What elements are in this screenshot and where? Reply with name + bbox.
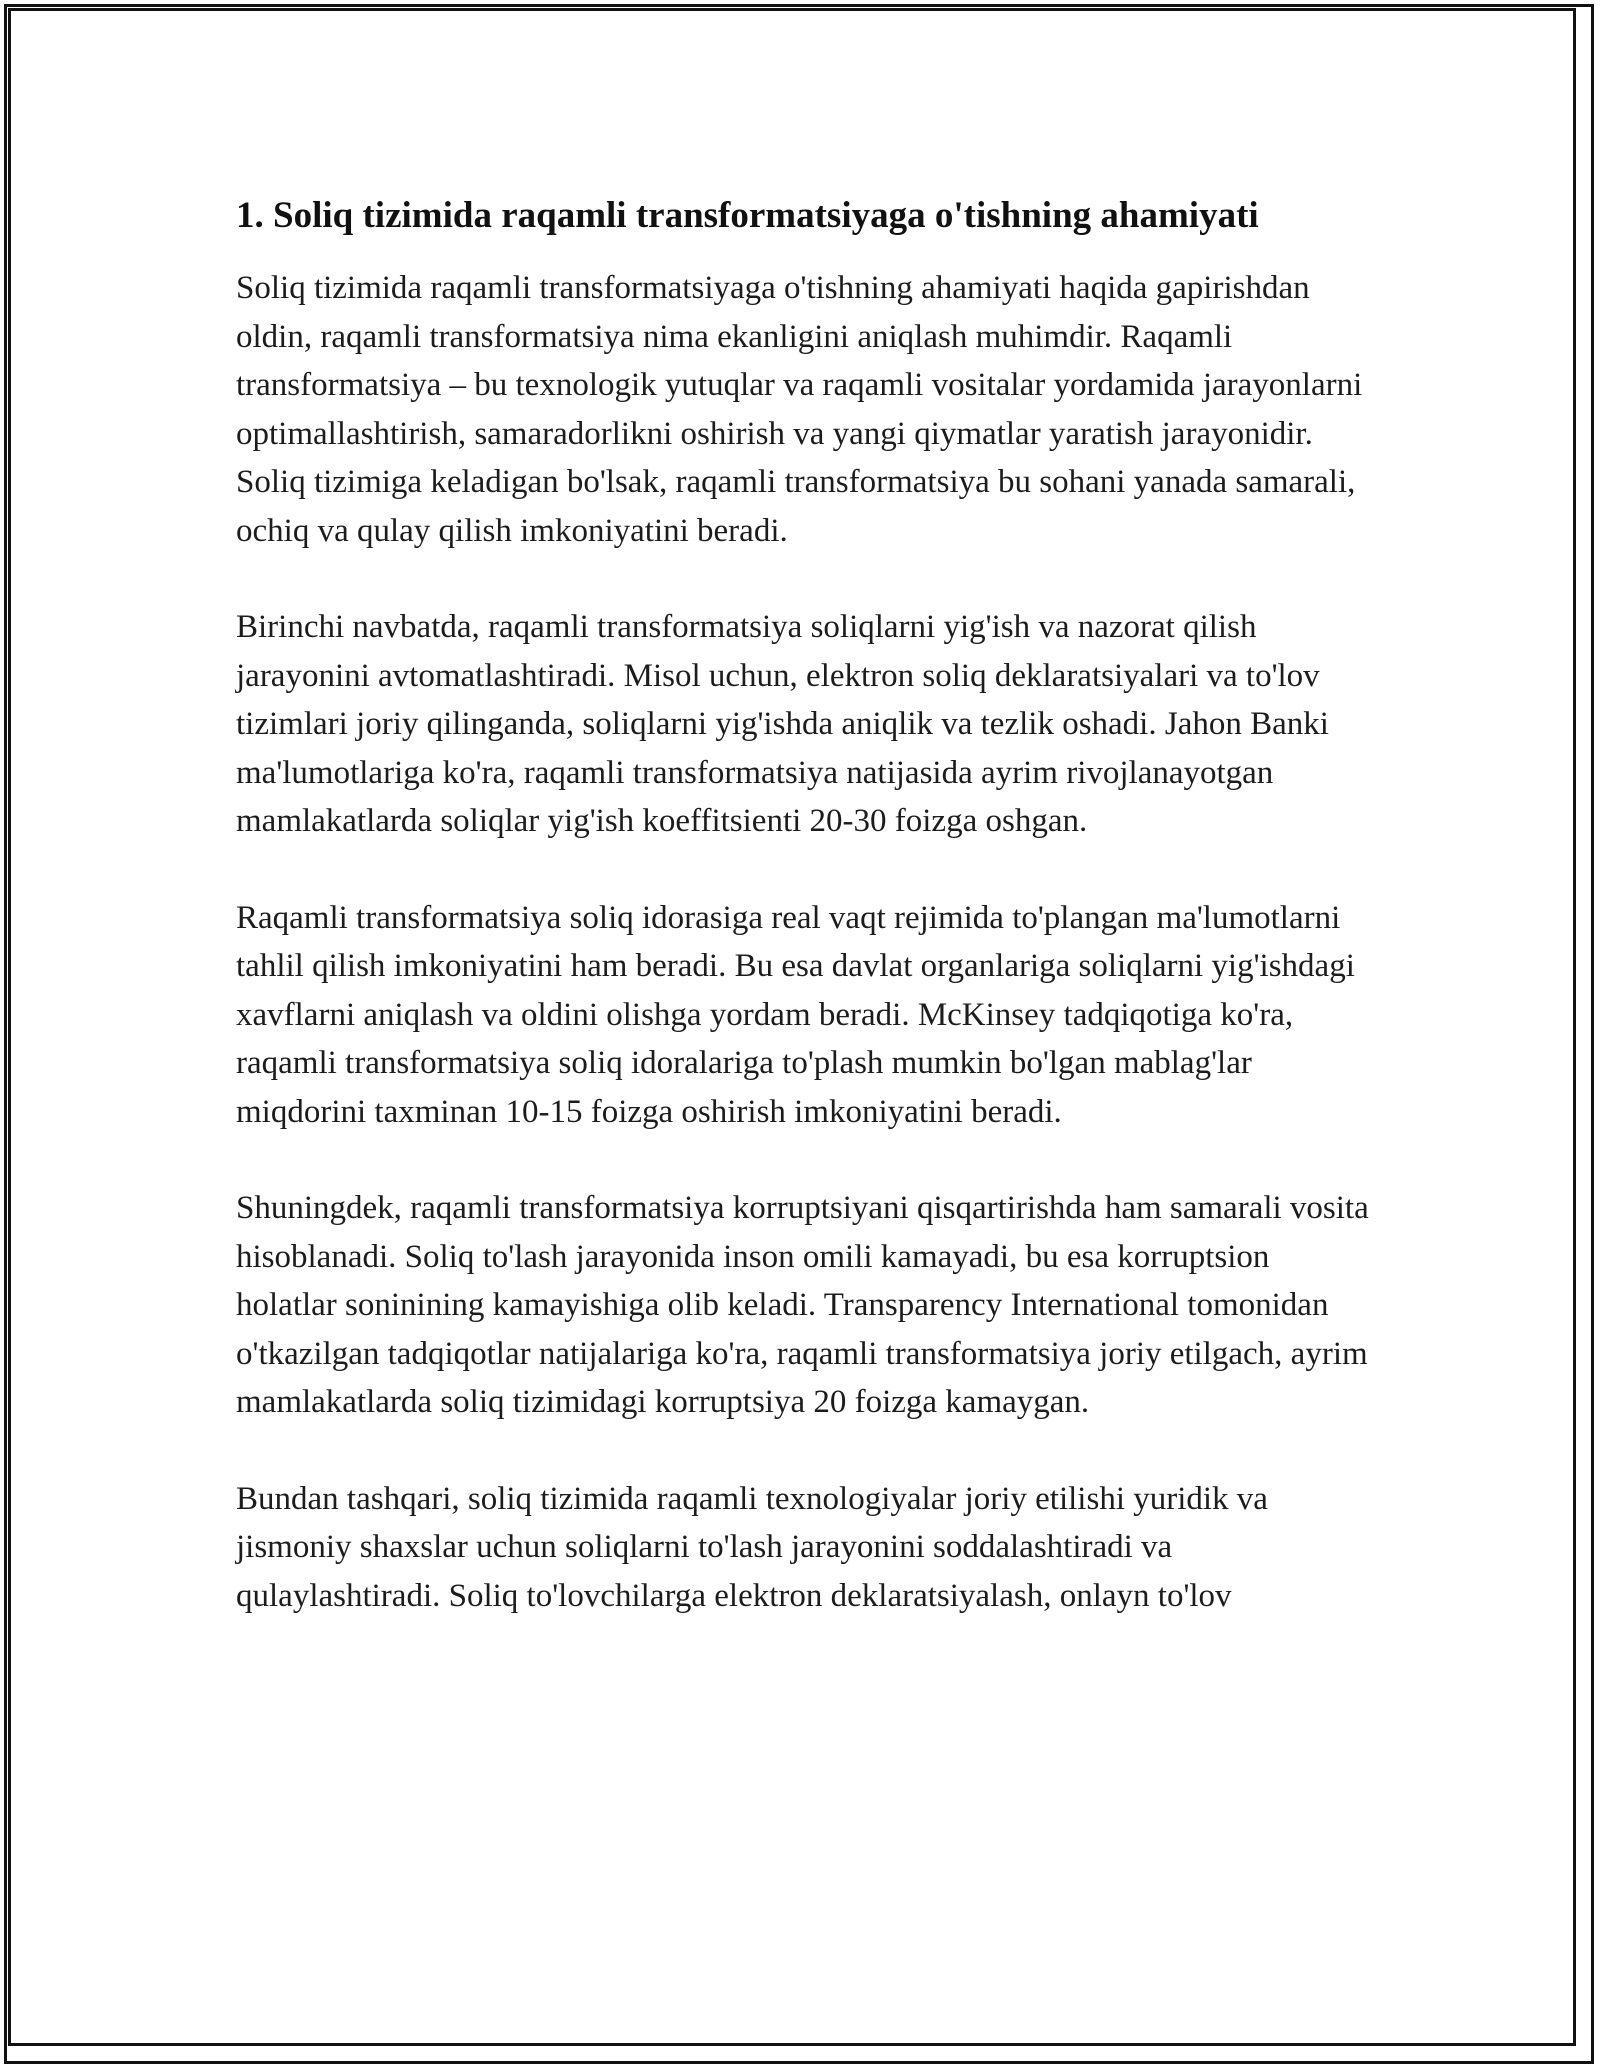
paragraph-2: Birinchi navbatda, raqamli transformatsiya soliqlarni yig'ish va nazorat qilish jarayonini avtomatlashtiradi. Misol uchun, elektron soliq deklaratsiyalari va to'lov tizimlari joriy qilinganda, soliqlarni yig'ishda aniqlik va tezlik oshadi. Jahon Banki ma'lumotlariga ko'ra, raqamli transformatsiya natijasida ayrim rivojlanayotgan mamlakatlarda soliqlar yig'ish koeffitsienti 20-30 foizga oshgan.	[236, 609, 1329, 839]
paragraph-4: Shuningdek, raqamli transformatsiya korruptsiyani qisqartirishda ham samarali vosita hisoblanadi. Soliq to'lash jarayonida inson omili kamayadi, bu esa korruptsion holatlar soninining kamayishiga olib keladi. Transparency International tomonidan o'tkazilgan tadqiqotlar natijalariga ko'ra, raqamli transformatsiya joriy etilgach, ayrim mamlakatlarda soliq tizimidagi korruptsiya 20 foizga kamaygan.	[236, 1190, 1369, 1420]
document-body	[236, 188, 1376, 1668]
paragraph-3: Raqamli transformatsiya soliq idorasiga real vaqt rejimida to'plangan ma'lumotlarni tahlil qilish imkoniyatini ham beradi. Bu esa davlat organlariga soliqlarni yig'ishdagi xavflarni aniqlash va oldini olishga yordam beradi. McKinsey tadqiqotiga ko'ra, raqamli transformatsiya soliq idoralariga to'plash mumkin bo'lgan mablag'lar miqdorini taxminan 10-15 foizga oshirish imkoniyatini beradi.	[236, 899, 1355, 1130]
paragraph-5: Bundan tashqari, soliq tizimida raqamli texnologiyalar joriy etilishi yuridik va jismoniy shaxslar uchun soliqlarni to'lash jarayonini soddalashtiradi va qulaylashtiradi. Soliq to'lovchilarga elektron deklaratsiyalash, onlayn to'lov	[236, 1480, 1268, 1614]
section-heading: 1. Soliq tizimida raqamli transformatsiyaga o'tishning ahamiyati	[236, 195, 1259, 236]
paragraph-1: Soliq tizimida raqamli transformatsiyaga o'tishning ahamiyati haqida gapirishdan oldin, raqamli transformatsiya nima ekanligini aniqlash muhimdir. Raqamli transformatsiya – bu texnologik yutuqlar va raqamli vositalar yordamida jarayonlarni optimallashtirish, samaradorlikni oshirish va yangi qiymatlar yaratish jarayonidir. Soliq tizimiga keladigan bo'lsak, raqamli transformatsiya bu sohani yanada samarali, ochiq va qulay qilish imkoniyatini beradi.	[236, 270, 1363, 549]
